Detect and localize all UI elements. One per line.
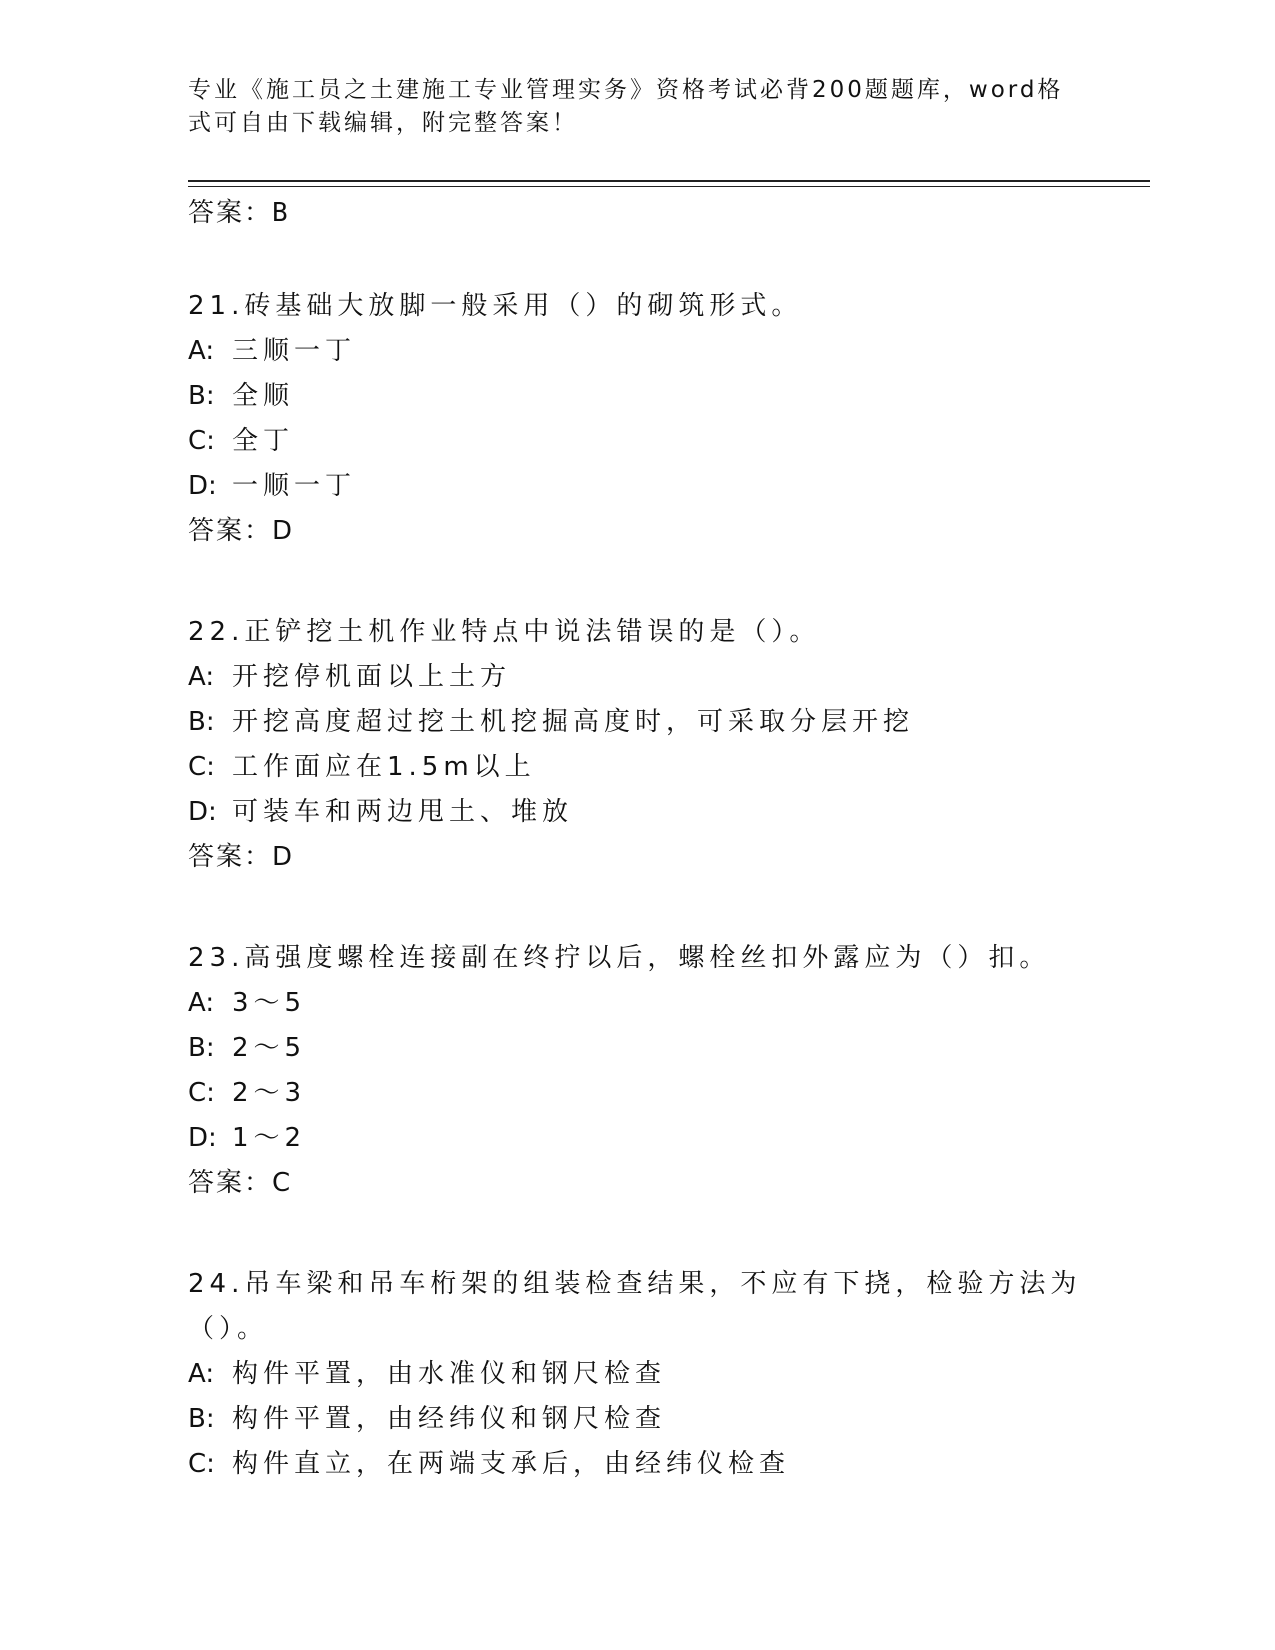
option-key: D:: [188, 797, 217, 827]
option-a: [188, 981, 1148, 1026]
header-divider-thin: [188, 186, 1150, 187]
option-text: 三顺一丁: [232, 336, 357, 366]
option-key: D:: [188, 1123, 217, 1153]
document-header: 专业《施工员之土建施工专业管理实务》资格考试必背200题题库，word格式可自由下载编辑，附完整答案！: [188, 77, 1064, 136]
option-key: B:: [188, 1404, 215, 1434]
option-c: [188, 419, 1148, 464]
option-c: [188, 1071, 1148, 1116]
option-b: [188, 700, 1148, 745]
option-b: [188, 1026, 1148, 1071]
option-text: 工作面应在1.5m以上: [232, 752, 536, 782]
option-b: [188, 1397, 1148, 1442]
option-key: C:: [188, 426, 215, 456]
question-21: [188, 284, 1148, 554]
question-24: [188, 1262, 1148, 1487]
option-d: [188, 1116, 1148, 1161]
question-22: [188, 610, 1148, 880]
option-text: 可装车和两边甩土、堆放: [232, 797, 574, 827]
question-answer: 答案：D: [188, 516, 295, 546]
option-a: [188, 655, 1148, 700]
option-key: A:: [188, 1359, 215, 1389]
option-text: 一顺一丁: [232, 471, 357, 501]
option-c: [188, 745, 1148, 790]
option-text: 构件直立，在两端支承后，由经纬仪检查: [232, 1449, 791, 1479]
option-text: 3～5: [232, 988, 307, 1018]
option-key: C:: [188, 752, 215, 782]
question-answer: 答案：C: [188, 1168, 293, 1198]
option-b: [188, 374, 1148, 419]
question-list: [188, 190, 1148, 1487]
option-text: 1～2: [232, 1123, 307, 1153]
question-text: 23.高强度螺栓连接副在终拧以后，螺栓丝扣外露应为（）扣。: [188, 943, 1051, 973]
option-key: A:: [188, 336, 215, 366]
option-key: B:: [188, 1033, 215, 1063]
option-text: 全顺: [232, 381, 295, 411]
option-text: 全丁: [232, 426, 295, 456]
question-text: 22.正铲挖土机作业特点中说法错误的是（）。: [188, 617, 821, 647]
option-key: B:: [188, 381, 215, 411]
option-a: [188, 329, 1148, 374]
option-d: [188, 464, 1148, 509]
option-key: D:: [188, 471, 217, 501]
option-text: 2～3: [232, 1078, 307, 1108]
option-key: A:: [188, 988, 215, 1018]
question-23: [188, 936, 1148, 1206]
option-text: 构件平置，由经纬仪和钢尺检查: [232, 1404, 667, 1434]
option-a: [188, 1352, 1148, 1397]
option-key: B:: [188, 707, 215, 737]
previous-answer: 答案：B: [188, 198, 290, 228]
header-divider: [188, 180, 1150, 182]
question-text: 24.吊车梁和吊车桁架的组装检查结果，不应有下挠，检验方法为（）。: [188, 1269, 1082, 1344]
question-text: 21.砖基础大放脚一般采用（）的砌筑形式。: [188, 291, 803, 321]
option-text: 构件平置，由水准仪和钢尺检查: [232, 1359, 667, 1389]
question-answer: 答案：D: [188, 842, 295, 872]
option-d: [188, 790, 1148, 835]
option-c: [188, 1442, 1148, 1487]
option-text: 开挖停机面以上土方: [232, 662, 512, 692]
option-key: C:: [188, 1078, 215, 1108]
option-text: 开挖高度超过挖土机挖掘高度时，可采取分层开挖: [232, 707, 915, 737]
option-text: 2～5: [232, 1033, 307, 1063]
option-key: C:: [188, 1449, 215, 1479]
option-key: A:: [188, 662, 215, 692]
